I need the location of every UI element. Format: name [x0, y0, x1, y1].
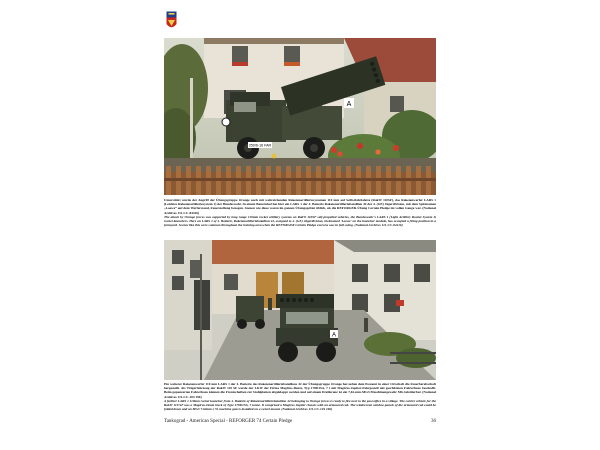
caption-top-english: The attack by Orange forces was supported by long range 110mm rocket artillery systems on RakW 110SF self-propelled vehicles, the Bundeswehr's LARS 1 (Light Artillery Rocket System I) rocket launchers. Here an LARS 1 of 4. Batterie, Raketenartilleriebataillon 42, assigned to 4. (GE) Jägerdivision, nicknamed 'Loewe' on the launcher module, has occupied a firing position in a farmyard. Scenes like this were common throughout the training area when the REFORGER Certain Pledge exercise was in full swing. (National Archives 111-CC-84416) [164, 214, 436, 228]
vehicle-plate: 250/6-16 FAR [248, 143, 272, 148]
footer-title: Tankograd - American Special - REFORGER 74 Certain Pledge [164, 419, 293, 424]
photo-rocket-launcher-village [164, 240, 436, 380]
page-footer [164, 418, 436, 426]
caption-top [164, 198, 436, 227]
caption-bottom [164, 382, 436, 411]
caption-top-german: Unterstützt wurde der Angriff der Übungsgruppe Orange auch mit weitreichenden Raketenartilleriesystemen 110 mm auf Selbstfahrlafette (RakW 110SF), das Raketenwerfer LARS 1 (Leichtes Raketenartilleriesystem 1) der Bundeswehr. In einem Bauernhof hat hier ein LARS 1 der 4. Batterie Raketenartilleriebataillon 42 der 4. (GE) Jägerdivision, mit dem Spitznamen „Loewe“ auf dem Werferstand, Feuerstellung bezogen. Szenen wie diese waren im ganzen Übungsgebiet üblich, als die REFORGER-Übung Certain Pledge im vollen Gange war. (National Archives 111-CC-84416) [164, 198, 436, 215]
svg-text:A: A [331, 332, 337, 339]
unit-insignia-icon [166, 11, 177, 31]
photo-rocket-launcher-farmyard [164, 38, 436, 195]
caption-bottom-english: A further LARS 1 110mm rocket launcher from 4. Batterie of Raketenartilleriebataillon 42 belonging to Orange forces is ready to fire next to the post office in a village. The carrier vehicle for the RakW 110 SF was a Magirus-Deutz truck of Type 178D15A, 7 tonne. It comprised a Magirus Jupiter chassis with an armoured cab. The windscreen window panels of the armoured cab could be folded down and an MG3 7.62mm x 51 machine gun is installed on a swivel mount. (National Archives 111-CC-104 196) [164, 398, 436, 412]
svg-text:A: A [346, 101, 352, 108]
page-number: 36 [431, 419, 436, 424]
caption-bottom-german: Ein weiterer Raketenwerfer 110 mm LARS 1 der 4. Batterie des Raketenartilleriebataillons 42 der Übungsgruppe Orange hat neben dem Postamt in einer Ortschaft die Feuerbereitschaft hergestellt. Als Trägerfahrzeug der RakW 110 SF wurde der LKW der Firma Magirus-Deutz, Typ 178D15A, 7 t mit Magirus-Jupiter-Fahrgestell mit geschützten Fahrerhaus beschafft. Beim gepanzerten Fahrerhaus können die Frontscheiben zur Stahlplatten abgeklappt werden und auf einem Drehkranz ist ein 7,62-mm-MG3 Maschinengewehr MG lafettierbar. (National Archives 111-CC-104 196) [164, 382, 436, 399]
